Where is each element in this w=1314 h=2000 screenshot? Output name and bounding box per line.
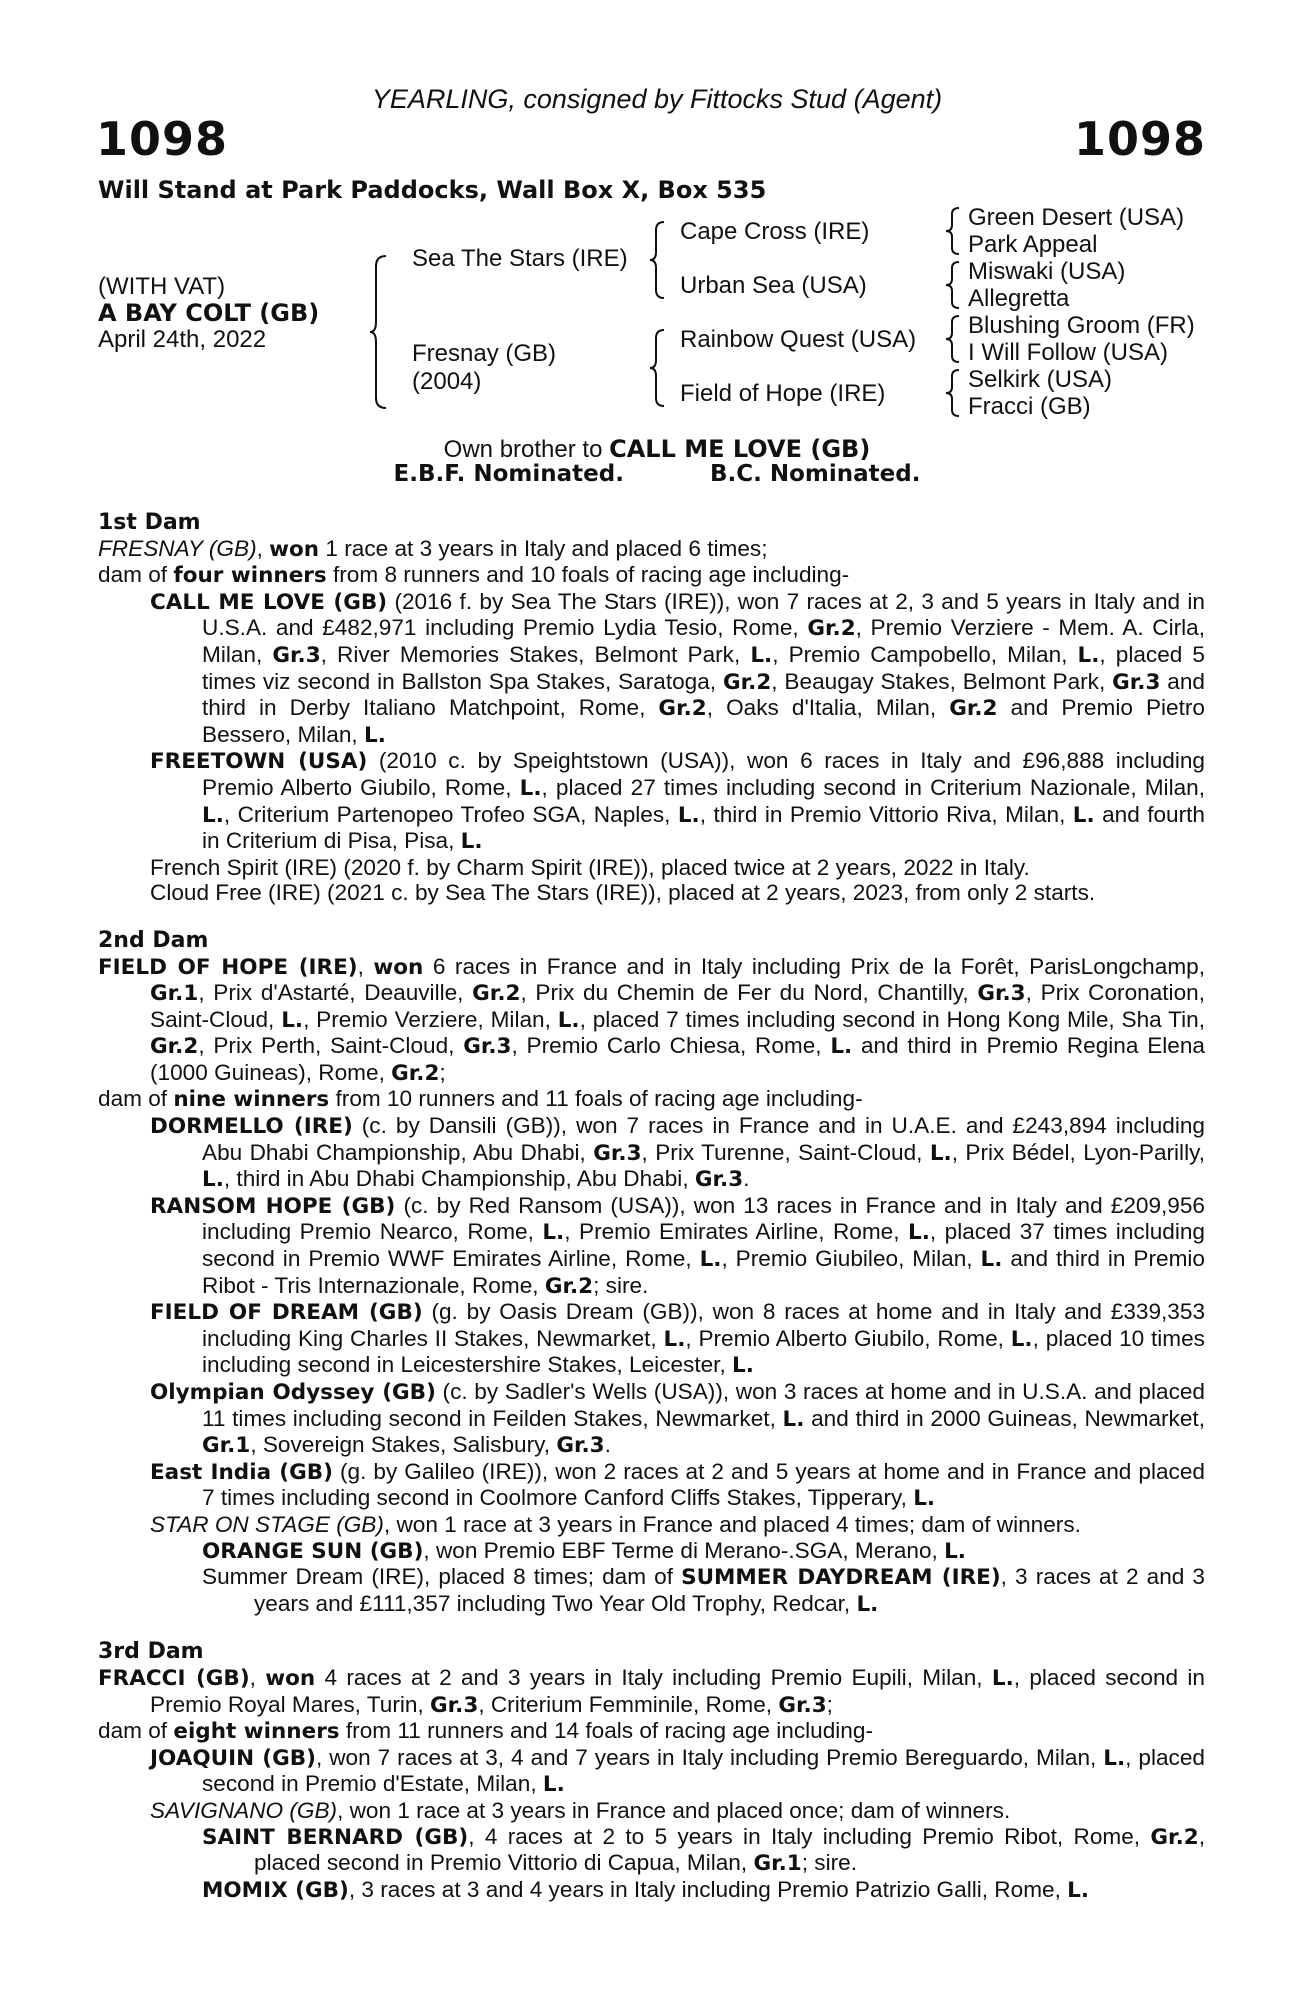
- text-run: , Prix Coronation, Saint-Cloud,: [150, 980, 1205, 1032]
- bold-text: ORANGE SUN (GB): [202, 1538, 424, 1564]
- bold-text: RANSOM HOPE (GB): [150, 1193, 396, 1219]
- text-run: dam of: [98, 1718, 174, 1744]
- lot-number-left: 1098: [96, 112, 229, 166]
- bold-text: Gr.3: [463, 1034, 512, 1060]
- bold-text: L.: [202, 1167, 224, 1193]
- bold-text: FREETOWN (USA): [150, 749, 368, 775]
- bold-text: Olympian Odyssey (GB): [150, 1380, 436, 1405]
- bold-text: Gr.2: [150, 1034, 199, 1060]
- stand-location: Will Stand at Park Paddocks, Wall Box X, Box 535: [98, 176, 767, 204]
- bold-text: L.: [782, 1406, 805, 1432]
- text-run: and third in Premio Ribot - Tris Internazionale, Rome,: [202, 1246, 1205, 1298]
- bold-text: L.: [281, 1007, 304, 1033]
- bold-text: L.: [460, 829, 483, 855]
- pedigree-entry: [150, 1193, 1205, 1299]
- pedigree-entry: [150, 589, 1205, 749]
- text-run: , Premio Emirates Airline, Rome,: [564, 1219, 909, 1245]
- bold-text: L.: [542, 1220, 565, 1246]
- gen3-7: Selkirk (USA): [968, 366, 1113, 393]
- text-run: French Spirit (IRE) (2020 f. by Charm Spirit (IRE)), placed twice at 2 years, 2022 in Italy.: [150, 854, 1030, 880]
- text-run: ;: [439, 1059, 446, 1085]
- bold-text: L.: [1010, 1326, 1033, 1352]
- gen3-6: I Will Follow (USA): [968, 339, 1169, 366]
- bold-text: Gr.2: [391, 1060, 440, 1086]
- text-run: from 11 runners and 14 foals of racing age including-: [339, 1718, 873, 1744]
- text-run: 4 races at 2 and 3 years in Italy including Premio Eupili, Milan,: [315, 1664, 992, 1690]
- text-run: , Criterium Femminile, Rome,: [478, 1691, 779, 1717]
- text-run: , placed 5 times viz second in Ballston Spa Stakes, Saratoga,: [202, 641, 1206, 694]
- pedigree-brace-g3-4: [943, 366, 963, 420]
- gen3-8: Fracci (GB): [968, 393, 1091, 420]
- text-run: 1 race at 3 years in Italy and placed 6 times;: [319, 535, 768, 561]
- bold-text: Gr.2: [722, 669, 772, 695]
- sire-dam-name: Urban Sea (USA): [680, 272, 867, 299]
- italic-text: SAVIGNANO (GB): [150, 1797, 338, 1823]
- sire-name: Sea The Stars (IRE): [412, 245, 628, 272]
- pedigree-entry: [98, 536, 1205, 563]
- vat-label: (WITH VAT): [98, 273, 226, 300]
- text-run: , Premio Alberto Giubilo, Rome,: [685, 1325, 1011, 1351]
- consignor-line: YEARLING, consigned by Fittocks Stud (Agent): [371, 84, 943, 114]
- bold-text: L.: [856, 1591, 879, 1617]
- pedigree-entry: [150, 1512, 1205, 1538]
- pedigree-entry: [150, 1379, 1205, 1459]
- bold-text: JOAQUIN (GB): [150, 1745, 316, 1771]
- produce-record: [98, 510, 1205, 1903]
- pedigree-brace-g3-2: [943, 258, 963, 312]
- lot-number-right: 1098: [1073, 112, 1206, 166]
- text-run: from 10 runners and 11 foals of racing age including-: [329, 1086, 863, 1112]
- pedigree-entry: [150, 1459, 1205, 1512]
- dam-name: Fresnay (GB): [412, 340, 557, 367]
- pedigree-entry: [202, 1564, 1205, 1617]
- nominations-line: [0, 461, 1314, 487]
- bold-text: Gr.1: [150, 981, 199, 1007]
- text-run: , won 1 race at 3 years in France and placed once; dam of winners.: [337, 1797, 1011, 1823]
- text-run: , Oaks d'Italia, Milan,: [706, 695, 950, 721]
- pedigree-entry: [150, 1798, 1205, 1824]
- own-brother-prefix: Own brother to: [443, 436, 610, 463]
- text-run: , Prix Perth, Saint-Cloud,: [198, 1033, 464, 1059]
- text-run: from 8 runners and 10 foals of racing age including-: [326, 562, 850, 588]
- bold-text: Gr.2: [472, 981, 521, 1007]
- bold-text: Gr.3: [778, 1692, 827, 1718]
- bold-text: L.: [519, 775, 542, 801]
- pedigree-entry: [98, 1718, 1205, 1745]
- pedigree-entry: [150, 1745, 1205, 1798]
- text-run: ; sire.: [593, 1272, 649, 1298]
- text-run: ; sire.: [801, 1850, 857, 1876]
- bold-text: Gr.2: [1150, 1824, 1199, 1850]
- dam-heading: 3rd Dam: [98, 1639, 204, 1665]
- bold-text: Gr.2: [544, 1273, 594, 1299]
- own-brother-line: [0, 435, 1314, 464]
- text-run: (c. by Red Ransom (USA)), won 13 races in France and in Italy and £209,956 including Premio Nearco, Rome,: [202, 1192, 1206, 1245]
- text-run: (2016 f. by Sea The Stars (IRE)), won 7 races at 2, 3 and 5 years in Italy and in U.S.A. and £482,971 including Premio Lydia Tesio, Rome,: [202, 588, 1205, 641]
- bold-text: Gr.1: [753, 1851, 802, 1877]
- text-run: and fourth in Criterium di Pisa, Pisa,: [202, 801, 1205, 854]
- italic-text: FRESNAY (GB): [98, 535, 257, 561]
- text-run: (c. by Dansili (GB)), won 7 races in France and in U.A.E. and £243,894 including Abu Dhabi Championship, Abu Dhabi,: [202, 1113, 1205, 1165]
- text-run: , won 1 race at 3 years in France and placed 4 times; dam of winners.: [383, 1511, 1081, 1537]
- section-gap: [98, 1617, 1205, 1639]
- text-run: Summer Dream (IRE), placed 8 times; dam of: [202, 1564, 682, 1590]
- text-run: 6 races in France and in Italy including Prix de la Forêt, ParisLongchamp,: [423, 953, 1205, 979]
- bold-text: L.: [1077, 642, 1100, 668]
- bold-text: Gr.1: [202, 1433, 251, 1459]
- text-run: and third in 2000 Guineas, Newmarket,: [804, 1405, 1205, 1431]
- ebf-nomination: E.B.F. Nominated.: [393, 461, 624, 487]
- text-run: , placed second in Premio Vittorio di Capua, Milan,: [254, 1823, 1205, 1876]
- pedigree-entry: [150, 748, 1205, 854]
- text-run: (g. by Galileo (IRE)), won 2 races at 2 and 5 years at home and in France and placed 7 times including second in Coolmore Canford Cliffs Stakes, Tipperary,: [202, 1458, 1205, 1511]
- bold-text: L.: [732, 1353, 754, 1379]
- text-run: , 3 races at 3 and 4 years in Italy including Premio Patrizio Galli, Rome,: [348, 1876, 1068, 1902]
- bold-text: L.: [944, 1538, 966, 1564]
- gen3-2: Park Appeal: [968, 231, 1098, 258]
- text-run: dam of: [98, 562, 174, 588]
- bold-text: Gr.3: [977, 981, 1026, 1007]
- text-run: , placed second in Premio d'Estate, Milan,: [202, 1744, 1205, 1797]
- pedigree-brace-dam: [648, 326, 668, 410]
- bold-text: Gr.3: [272, 642, 321, 668]
- bold-text: won: [269, 536, 320, 562]
- bold-text: L.: [542, 1772, 565, 1798]
- text-run: (g. by Oasis Dream (GB)), won 8 races at home and in Italy and £339,353 including King Charles II Stakes, Newmarket,: [202, 1299, 1206, 1351]
- text-run: ;: [826, 1691, 833, 1717]
- pedigree-brace-parents: [368, 252, 392, 412]
- pedigree-entry: [98, 1665, 1205, 1718]
- text-run: (c. by Sadler's Wells (USA)), won 3 races at home and in U.S.A. and placed 11 times including second in Feilden Stakes, Newmarket,: [202, 1379, 1205, 1431]
- pedigree-entry: [150, 1299, 1205, 1379]
- text-run: , placed 27 times including second in Criterium Nazionale, Milan,: [541, 774, 1206, 800]
- bold-text: CALL ME LOVE (GB): [150, 589, 388, 615]
- bold-text: L.: [1103, 1745, 1126, 1771]
- bold-text: FIELD OF HOPE (IRE): [98, 954, 358, 980]
- text-run: , 4 races at 2 to 5 years in Italy including Premio Ribot, Rome,: [468, 1823, 1151, 1849]
- pedigree-entry: [150, 880, 1205, 906]
- dam-heading: 1st Dam: [98, 510, 201, 535]
- text-run: and third in Derby Italiano Matchpoint, Rome,: [202, 668, 1205, 721]
- bold-text: SUMMER DAYDREAM (IRE): [681, 1565, 1001, 1591]
- bold-text: won: [373, 954, 424, 980]
- pedigree-brace-g3-3: [943, 312, 963, 366]
- pedigree-entry: [202, 1538, 1205, 1565]
- text-run: , Premio Verziere - Mem. A. Cirla, Milan,: [202, 615, 1205, 667]
- pedigree-entry: [98, 1086, 1205, 1113]
- bold-text: MOMIX (GB): [202, 1877, 349, 1903]
- text-run: Cloud Free (IRE) (2021 c. by Sea The Stars (IRE)), placed at 2 years, 2023, from only 2 starts.: [150, 880, 1096, 906]
- text-run: dam of: [98, 1086, 174, 1112]
- text-run: , placed second in Premio Royal Mares, Turin,: [150, 1664, 1205, 1717]
- bold-text: Gr.3: [694, 1167, 744, 1193]
- bold-text: L.: [1072, 802, 1095, 828]
- bold-text: four winners: [173, 563, 327, 589]
- bold-text: SAINT BERNARD (GB): [202, 1824, 469, 1850]
- bold-text: eight winners: [173, 1719, 340, 1745]
- text-run: , won 7 races at 3, 4 and 7 years in Italy including Premio Bereguardo, Milan,: [315, 1744, 1104, 1770]
- section-gap: [98, 906, 1205, 928]
- text-run: , Prix du Chemin de Fer du Nord, Chantilly,: [520, 980, 978, 1006]
- bold-text: Gr.3: [430, 1692, 479, 1718]
- text-run: , third in Abu Dhabi Championship, Abu Dhabi,: [223, 1166, 695, 1192]
- text-run: ,: [256, 535, 270, 561]
- text-run: , Prix Bédel, Lyon-Parilly,: [951, 1139, 1205, 1165]
- bold-text: L.: [699, 1247, 722, 1273]
- pedigree-entry: [202, 1824, 1205, 1877]
- bold-text: East India (GB): [150, 1459, 333, 1485]
- gen3-4: Allegretta: [968, 285, 1070, 312]
- pedigree-brace-sire: [648, 218, 668, 302]
- text-run: , River Memories Stakes, Belmont Park,: [320, 641, 751, 667]
- bold-text: Gr.3: [1112, 669, 1161, 695]
- pedigree-entry: [150, 1113, 1205, 1193]
- text-run: , Criterium Partenopeo Trofeo SGA, Naples,: [223, 801, 678, 827]
- text-run: , Sovereign Stakes, Salisbury,: [250, 1432, 557, 1458]
- text-run: , third in Premio Vittorio Riva, Milan,: [699, 801, 1073, 827]
- bc-nomination: B.C. Nominated.: [709, 461, 921, 487]
- bold-text: Gr.2: [807, 616, 856, 642]
- text-run: , Premio Giubileo, Milan,: [721, 1246, 981, 1272]
- bold-text: L.: [980, 1247, 1003, 1273]
- italic-text: STAR ON STAGE (GB): [150, 1511, 384, 1537]
- sire-sire-name: Cape Cross (IRE): [680, 218, 870, 245]
- dam-year: (2004): [412, 368, 482, 395]
- text-run: , Prix Turenne, Saint-Cloud,: [641, 1139, 930, 1165]
- bold-text: L.: [908, 1220, 930, 1246]
- text-run: and Premio Pietro Bessero, Milan,: [202, 695, 1205, 747]
- text-run: .: [743, 1166, 750, 1192]
- bold-text: Gr.2: [949, 696, 998, 722]
- bold-text: Gr.3: [593, 1140, 642, 1166]
- bold-text: Gr.2: [658, 696, 707, 722]
- gen3-1: Green Desert (USA): [968, 204, 1185, 231]
- bold-text: FRACCI (GB): [98, 1665, 250, 1691]
- bold-text: won: [265, 1665, 316, 1691]
- pedigree-entry: [98, 562, 1205, 589]
- dam-sire-name: Rainbow Quest (USA): [680, 326, 917, 353]
- foaling-date: April 24th, 2022: [98, 326, 267, 353]
- bold-text: L.: [557, 1007, 580, 1033]
- text-run: , placed 10 times including second in Leicestershire Stakes, Leicester,: [202, 1325, 1205, 1378]
- text-run: and third in Premio Regina Elena (1000 Guineas), Rome,: [150, 1033, 1205, 1085]
- pedigree-entry: [98, 954, 1205, 1087]
- text-run: ,: [357, 953, 374, 979]
- text-run: , Premio Carlo Chiesa, Rome,: [511, 1033, 831, 1059]
- bold-text: L.: [750, 642, 773, 668]
- bold-text: L.: [202, 802, 224, 828]
- bold-text: FIELD OF DREAM (GB): [150, 1300, 423, 1326]
- text-run: .: [604, 1432, 611, 1458]
- bold-text: L.: [830, 1034, 853, 1060]
- bold-text: nine winners: [173, 1087, 330, 1113]
- pedigree-brace-g3-1: [943, 204, 963, 258]
- text-run: , 3 races at 2 and 3 years and £111,357 including Two Year Old Trophy, Redcar,: [254, 1564, 1205, 1616]
- bold-text: L.: [913, 1486, 936, 1512]
- gen3-3: Miswaki (USA): [968, 258, 1126, 285]
- text-run: (2010 c. by Speightstown (USA)), won 6 races in Italy and £96,888 including Premio Alberto Giubilo, Rome,: [202, 748, 1205, 800]
- pedigree-entry: [202, 1877, 1205, 1904]
- bold-text: Gr.3: [556, 1433, 605, 1459]
- bold-text: L.: [364, 722, 386, 748]
- bold-text: L.: [991, 1665, 1014, 1691]
- text-run: , placed 37 times including second in Premio WWF Emirates Airline, Rome,: [202, 1219, 1205, 1272]
- text-run: , won Premio EBF Terme di Merano-.SGA, Merano,: [423, 1537, 945, 1563]
- own-brother-name: CALL ME LOVE (GB): [609, 435, 871, 463]
- text-run: , placed 7 times including second in Hong Kong Mile, Sha Tin,: [579, 1006, 1206, 1032]
- text-run: , Prix d'Astarté, Deauville,: [198, 980, 473, 1006]
- bold-text: L.: [663, 1326, 686, 1352]
- text-run: , Beaugay Stakes, Belmont Park,: [771, 668, 1113, 694]
- bold-text: DORMELLO (IRE): [150, 1114, 353, 1140]
- dam-dam-name: Field of Hope (IRE): [680, 380, 886, 407]
- text-run: ,: [249, 1664, 266, 1690]
- pedigree-entry: [150, 855, 1205, 881]
- text-run: , Premio Campobello, Milan,: [772, 641, 1078, 667]
- text-run: , Premio Verziere, Milan,: [303, 1006, 558, 1032]
- dam-heading: 2nd Dam: [98, 927, 209, 953]
- bold-text: L.: [1067, 1877, 1090, 1903]
- gen3-5: Blushing Groom (FR): [968, 312, 1195, 339]
- bold-text: L.: [677, 802, 700, 828]
- bold-text: L.: [929, 1140, 952, 1166]
- horse-name: A BAY COLT (GB): [98, 299, 320, 327]
